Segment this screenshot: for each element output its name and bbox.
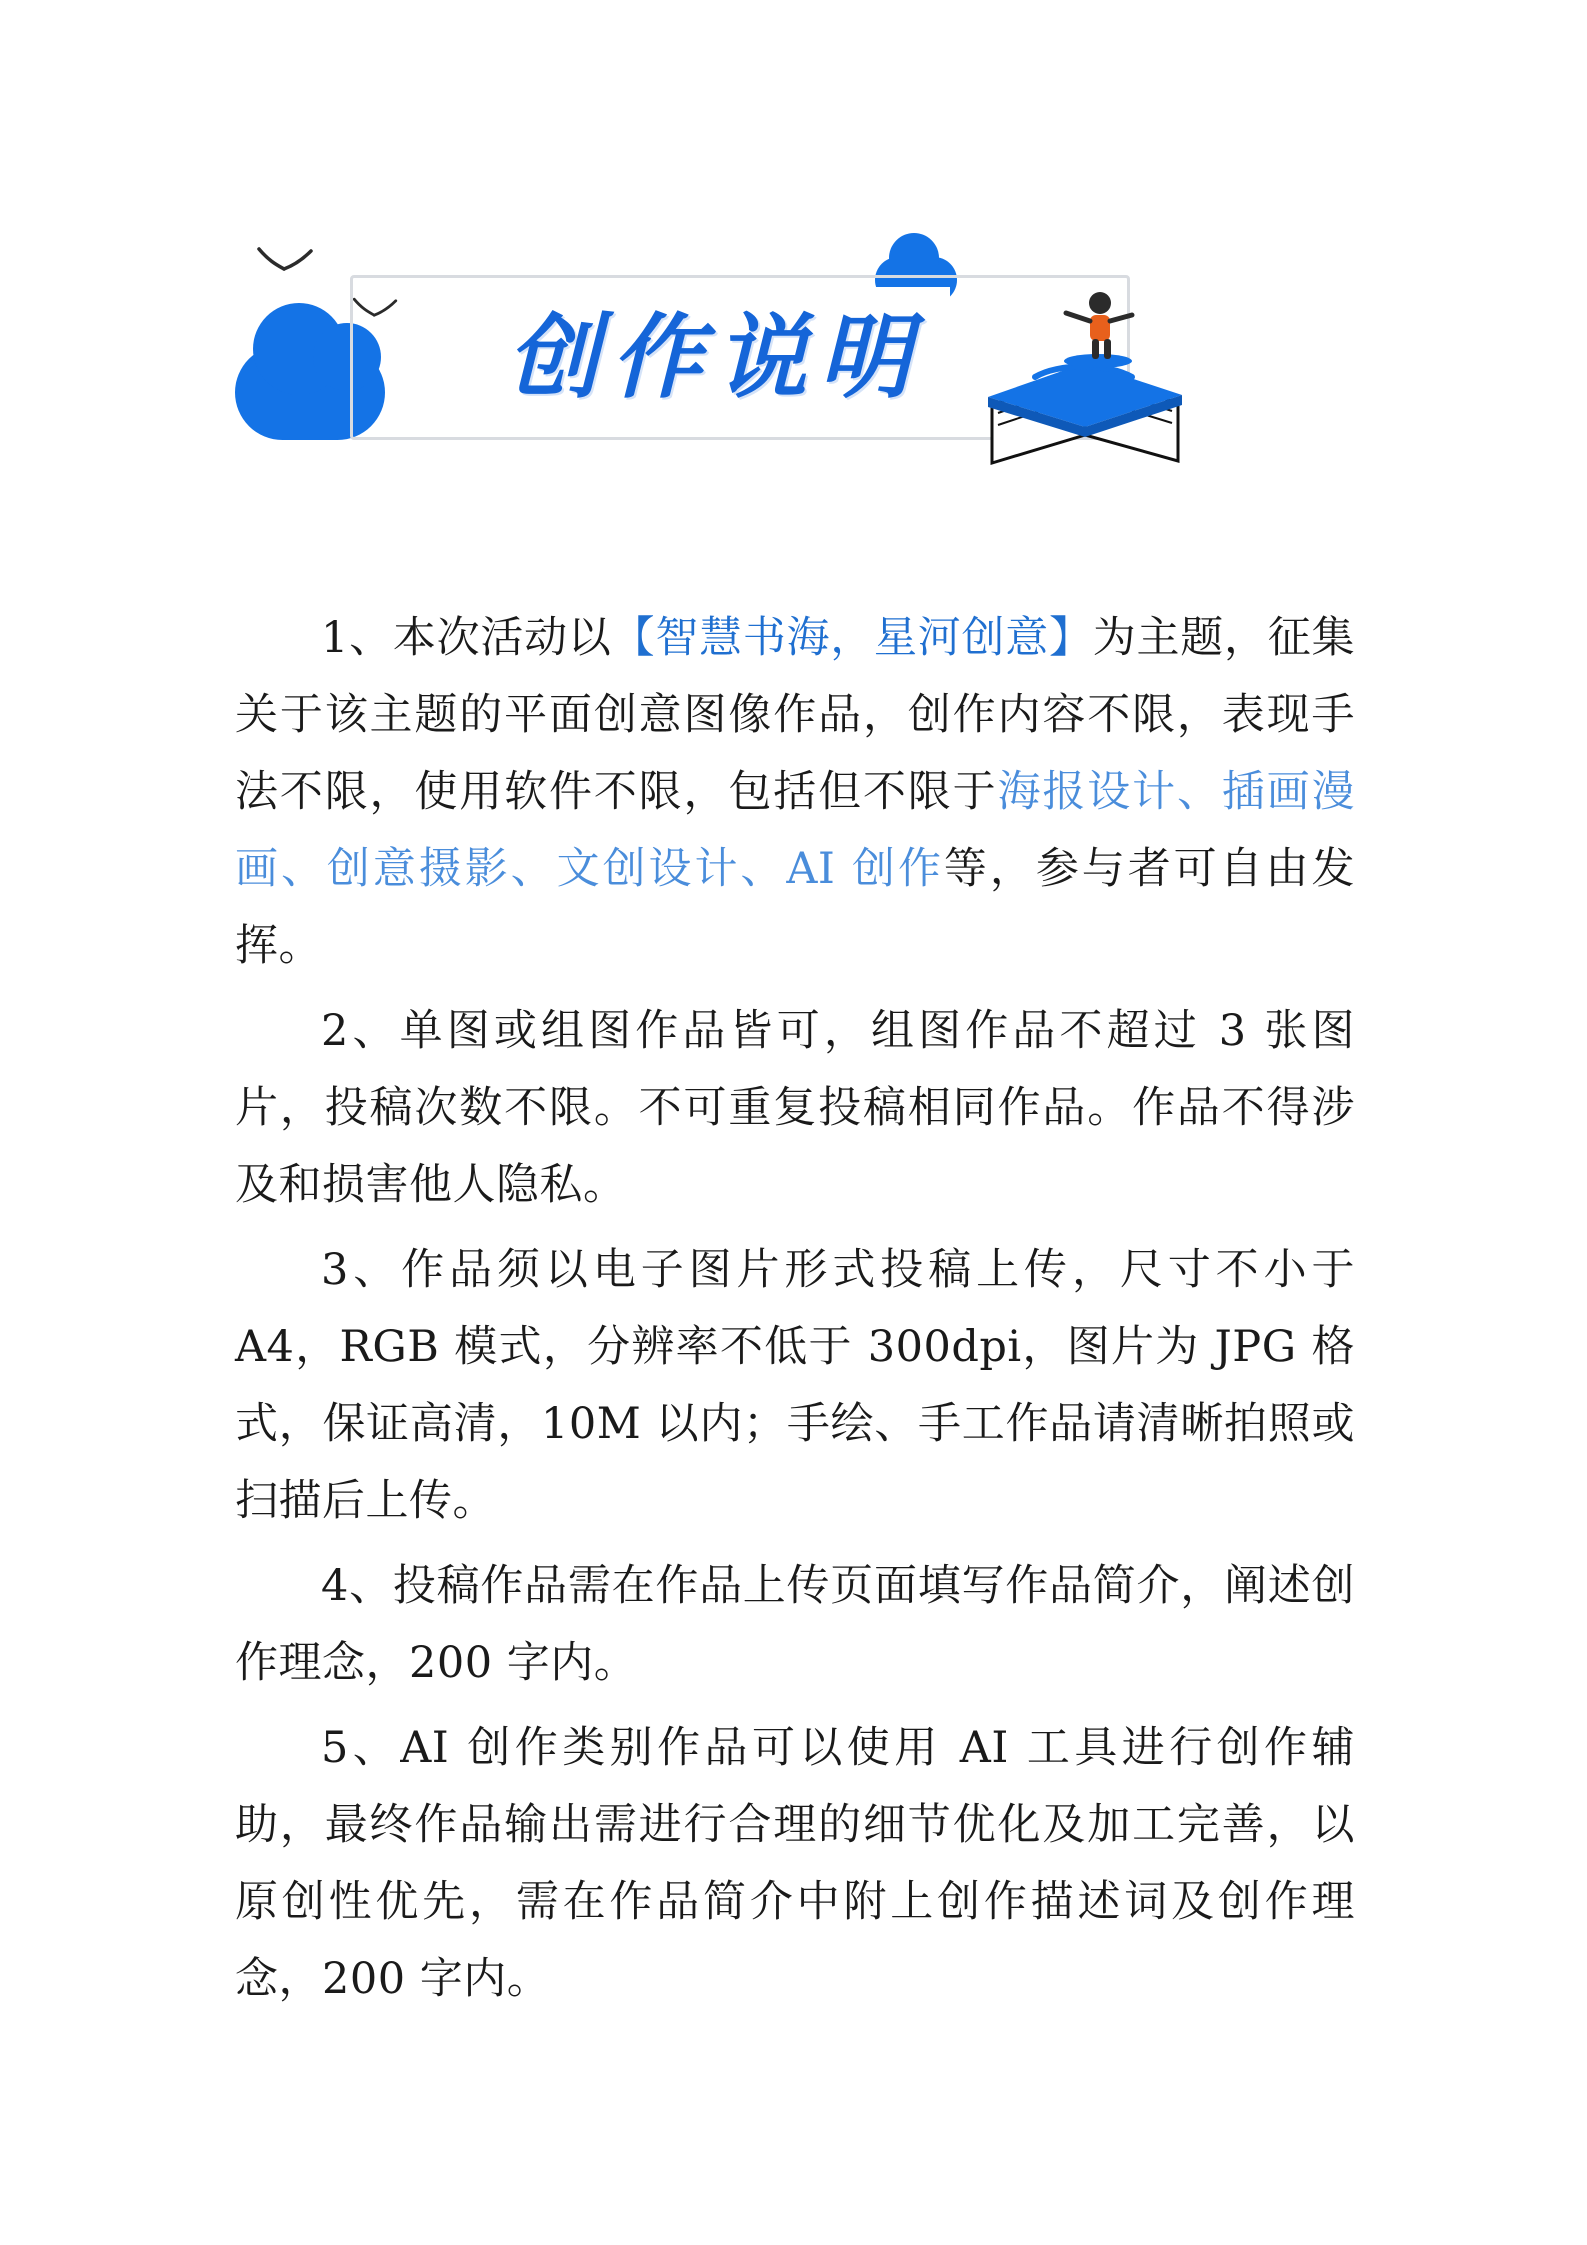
text-segment: 等，参与者可自由发挥。 <box>235 844 1355 971</box>
highlight-theme: 【智慧书海，星河创意】 <box>611 613 1093 663</box>
header-banner <box>235 245 1310 505</box>
highlight-categories: 海报设计、插画漫画、创意摄影、文创设计、AI 创作 <box>235 767 1356 894</box>
surfing-kid-icon <box>1064 292 1132 368</box>
text-segment: 4、投稿作品需在作品上传页面填写作品简介，阐述创作理念，200 字内。 <box>235 1561 1355 1688</box>
page-title: 创作说明 <box>480 287 950 427</box>
text-segment: 1、本次活动以 <box>321 613 612 663</box>
text-segment: 2、单图或组图作品皆可，组图作品不超过 3 张图片，投稿次数不限。不可重复投稿相同作品。作品不得涉及和损害他人隐私。 <box>235 1006 1355 1210</box>
paragraph-item-1 <box>235 600 1355 985</box>
paragraph-item-4 <box>235 1548 1355 1702</box>
text-segment: 为主题，征集关于该主题的平面创意图像作品，创作内容不限，表现手法不限，使用软件不限，包括但不限于 <box>235 613 1356 817</box>
text-segment: 5、AI 创作类别作品可以使用 AI 工具进行创作辅助，最终作品输出需进行合理的细节优化及加工完善，以原创性优先，需在作品简介中附上创作描述词及创作理念，200 字内。 <box>235 1723 1355 2004</box>
document-body <box>235 600 1355 2026</box>
text-segment: 3、作品须以电子图片形式投稿上传，尺寸不小于 A4，RGB 模式，分辨率不低于 300dpi，图片为 JPG 格式，保证高清，10M 以内；手绘、手工作品请清晰拍照或扫描后上传。 <box>235 1245 1355 1526</box>
bird-icon <box>257 245 313 275</box>
paragraph-item-2 <box>235 993 1355 1224</box>
paragraph-item-3 <box>235 1232 1355 1540</box>
paragraph-item-5 <box>235 1710 1355 2018</box>
open-book-icon <box>980 285 1195 470</box>
